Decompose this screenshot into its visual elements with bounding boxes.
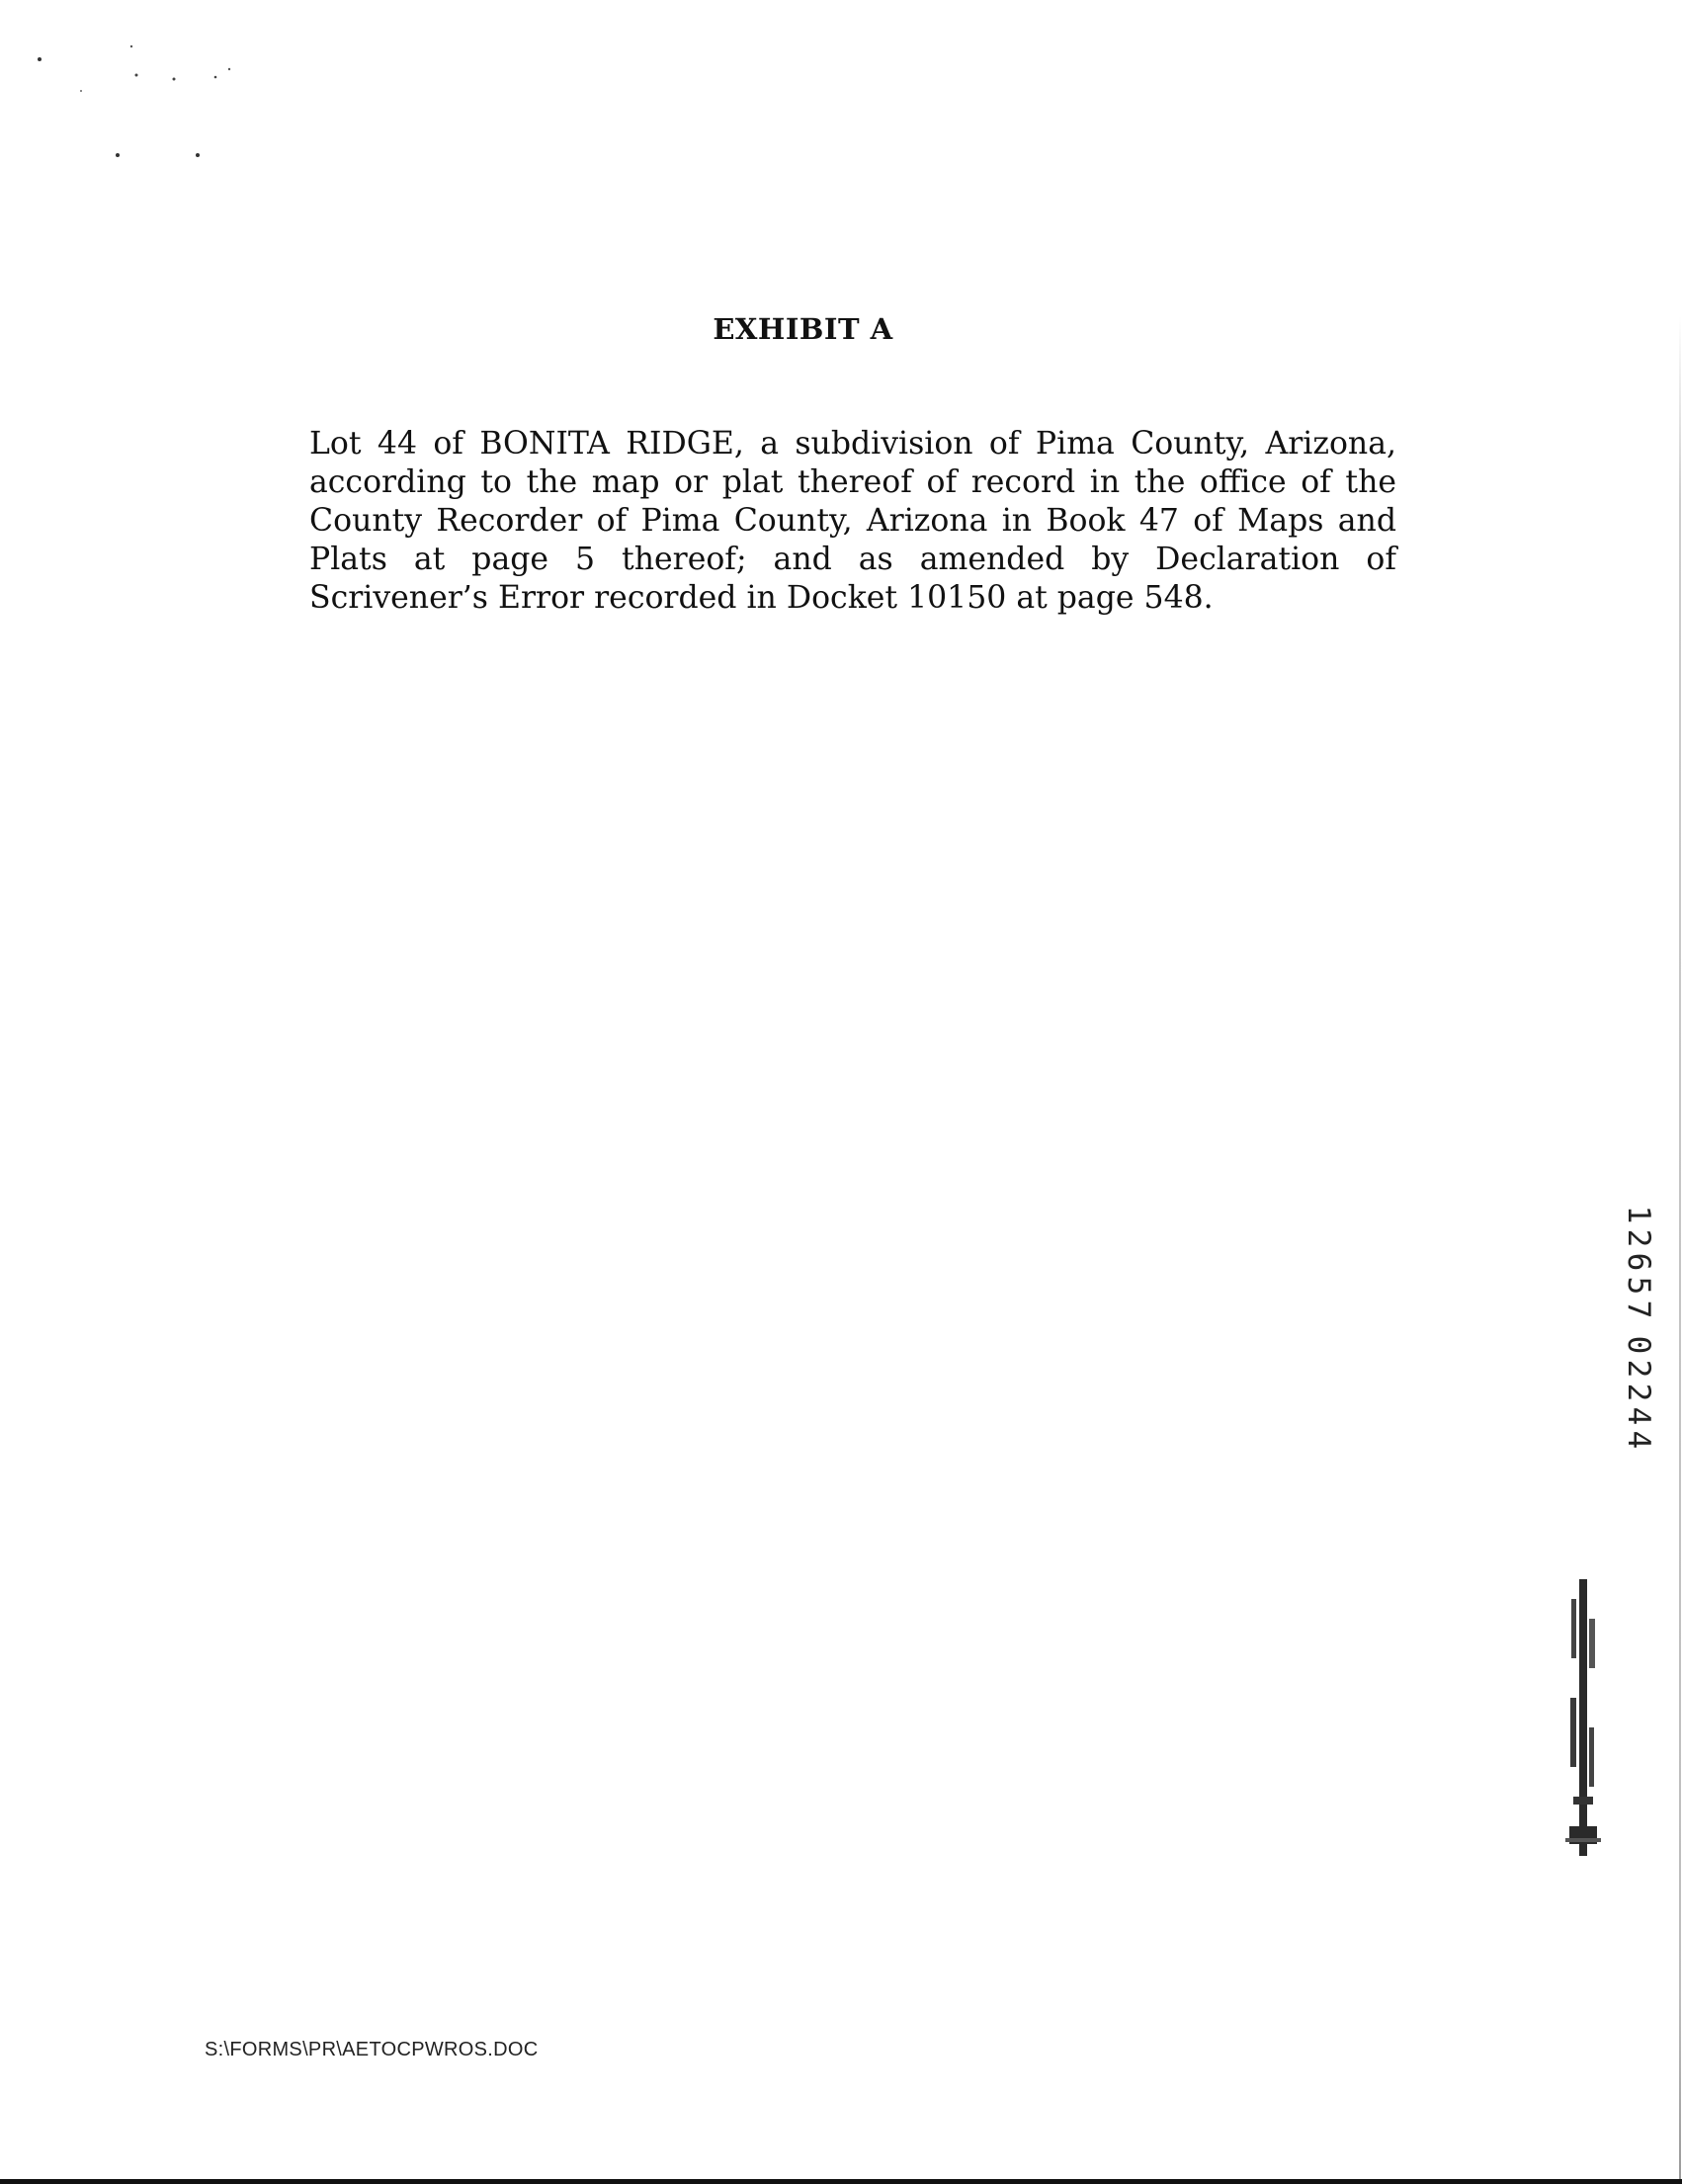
exhibit-title: EXHIBIT A — [713, 312, 893, 346]
recording-number — [1609, 1203, 1668, 1470]
recording-number-digit: 2 — [1621, 1359, 1656, 1379]
recording-number-digit: 2 — [1621, 1228, 1656, 1248]
scan-right-edge — [1679, 316, 1681, 2184]
recorder-stamp-mark — [1565, 1579, 1605, 1856]
recording-number-digit: 0 — [1621, 1335, 1656, 1355]
recording-number-digit: 6 — [1621, 1252, 1656, 1272]
scan-bottom-edge — [0, 2179, 1682, 2184]
legal-description: Lot 44 of BONITA RIDGE, a subdivision of Pima County, Arizona, according to the map or plat thereof of record in the office of the County Recorder of Pima County, Arizona in Book 47 of Maps and Plats at page 5 thereof; and as amended by Declaration of Scrivener’s Error recorded in Docket 10150 at page 548. — [309, 426, 1396, 616]
scan-speck-marks — [0, 0, 257, 178]
recording-number-digit: 2 — [1621, 1383, 1656, 1402]
recording-number-digit: 4 — [1621, 1430, 1656, 1450]
file-path-footer: S:\FORMS\PR\AETOCPWROS.DOC — [205, 2039, 539, 2060]
recording-number-digits — [1609, 1203, 1668, 1452]
recording-number-digit: 4 — [1621, 1406, 1656, 1426]
recording-number-digit: 7 — [1621, 1300, 1656, 1319]
recording-number-digit: 5 — [1621, 1276, 1656, 1296]
recording-number-digit: 1 — [1621, 1205, 1656, 1224]
